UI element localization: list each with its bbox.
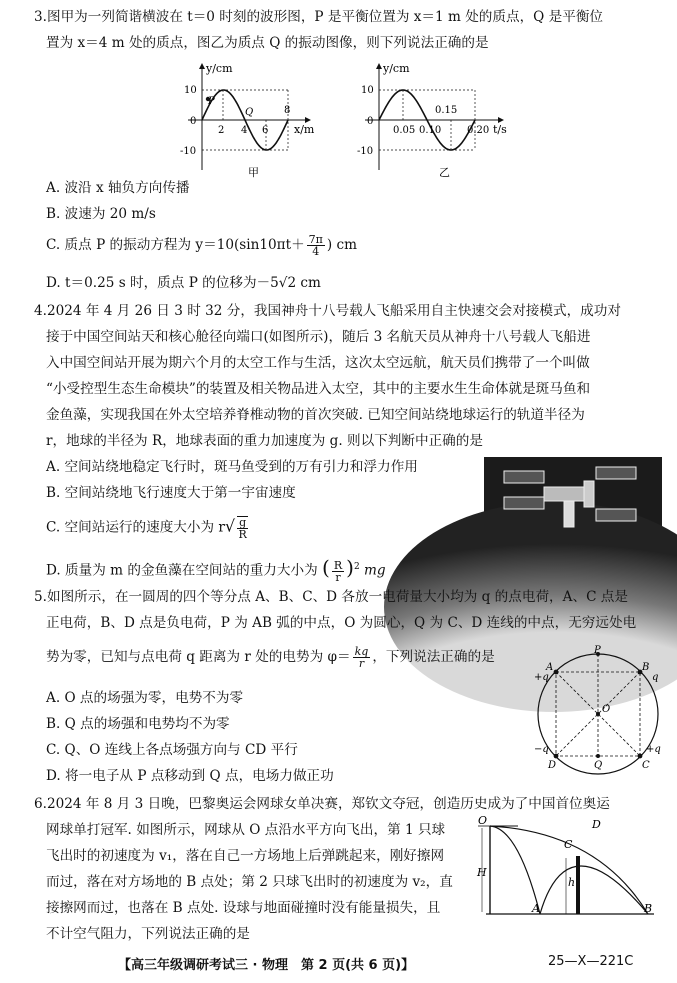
q5-label-B: B — [642, 662, 650, 673]
q6-label-O: O — [478, 814, 488, 827]
q5-line-1: 5.如图所示，在一圆周的四个等分点 A、B、C、D 各放一电荷量大小均为 q 的点电荷，A、C 点是 — [34, 589, 628, 605]
q3-graphA-caption: 甲 — [248, 166, 259, 179]
q3-graphA-xtick-2: 2 — [218, 125, 225, 136]
q4-line-1: 4.2024 年 4 月 26 日 3 时 32 分，我国神舟十八号载人飞船采用自主快速交会对接模式，成功对 — [34, 303, 621, 319]
q6-label-h: h — [568, 876, 576, 889]
q3-graphA-ytick-10: 10 — [184, 85, 197, 96]
q4-line-2: 接于中国空间站天和核心舱径向端口(如图所示)，随后 3 名航天员从神舟十八号载人飞船进 — [46, 329, 591, 345]
q4-line-4: “小受控型生态生命模块”的装置及相关物品进入太空，其中的主要水生生命体就是斑马鱼和 — [46, 381, 591, 397]
footer-title: 【高三年级调研考试三 · 物理 第 2 页(共 6 页)】 — [118, 958, 415, 973]
q6-label-H: H — [477, 866, 487, 879]
q3-option-C: C. 质点 P 的振动方程为 y＝10(sin10πt＋ $\frac{7\pi}{4}$ ) cm — [46, 233, 358, 258]
q3-graphB-xtick-010: 0.10 — [419, 125, 442, 136]
q3-option-A: A. 波沿 x 轴负方向传播 — [46, 180, 190, 196]
q3-graphA-ylabel: y/cm — [206, 62, 233, 75]
q3-graphB-ytick-10: 10 — [361, 85, 374, 96]
q5-charge-D: −q — [534, 744, 549, 755]
q4-line-6: r，地球的半径为 R，地球表面的重力加速度为 g. 则以下判断中正确的是 — [46, 433, 483, 449]
q3-stem-line-2: 置为 x＝4 m 处的质点，图乙为质点 Q 的振动图像，则下列说法正确的是 — [46, 35, 489, 51]
q3-graphB-xlabel: t/s — [493, 123, 507, 136]
q4-option-B: B. 空间站绕地飞行速度大于第一宇宙速度 — [46, 485, 296, 501]
q5-label-P: P — [594, 645, 601, 656]
footer-code: 25—X—221C — [548, 954, 634, 969]
q5-option-C: C. Q、O 连线上各点场强方向与 CD 平行 — [46, 742, 298, 758]
q3-graphB-ylabel: y/cm — [383, 62, 410, 75]
q6-line-5: 接擦网而过，也落在 B 点处. 设球与地面碰撞时没有能量损失，且 — [46, 900, 441, 916]
q3-graphB-xtick-005: 0.05 — [393, 125, 416, 136]
q3-label-P: P — [208, 96, 215, 107]
q5-label-A: A — [546, 662, 554, 673]
q5-charge-A: +q — [534, 672, 549, 683]
q6-line-2: 网球单打冠军. 如图所示，网球从 O 点沿水平方向飞出，第 1 只球 — [46, 822, 446, 838]
q3-graphB-xtick-015: 0.15 — [435, 105, 458, 116]
q4-line-5: 金鱼藻，实现我国在外太空培养脊椎动物的首次突破. 已知空间站绕地球运行的轨道半径为 — [46, 407, 585, 423]
q6-line-3: 飞出时的初速度为 v₁，落在自己一方场地上后弹跳起来，刚好擦网 — [46, 848, 445, 864]
q3-option-D: D. t＝0.25 s 时，质点 P 的位移为－5√2 cm — [46, 275, 321, 291]
q6-line-4: 而过，落在对方场地的 B 点处；第 2 只球飞出时的初速度为 v₂，直 — [46, 874, 453, 890]
q5-charge-C: +q — [646, 744, 661, 755]
q5-charge-B: q — [652, 672, 659, 683]
q5-label-D: D — [548, 760, 557, 771]
q5-line-2: 正电荷，B、D 点是负电荷，P 为 AB 弧的中点，O 为圆心，Q 为 C、D 连线的中点，无穷远处电 — [46, 615, 637, 631]
q4-line-3: 入中国空间站开展为期六个月的太空工作与生活，这次太空远航，航天员们携带了一个叫做 — [46, 355, 590, 371]
q6-line-6: 不计空气阻力，下列说法正确的是 — [46, 926, 250, 942]
q3-graphA-xtick-8: 8 — [284, 105, 291, 116]
q3-graphB-xtick-020: 0.20 — [467, 125, 490, 136]
q3-vibration-graph — [355, 58, 515, 178]
q3-graphA-xtick-6: 6 — [262, 125, 269, 136]
q5-option-D: D. 将一电子从 P 点移动到 Q 点，电场力做正功 — [46, 768, 334, 784]
q3-graphB-ytick-neg10: -10 — [357, 146, 374, 157]
q4-option-C: C. 空间站运行的速度大小为 r√ $\frac{g}{R}$ — [46, 516, 247, 541]
q6-label-A: A — [532, 902, 540, 915]
q5-option-B: B. Q 点的场强和电势均不为零 — [46, 716, 230, 732]
q3-graphA-xtick-4: 4 — [241, 125, 248, 136]
q5-option-A: A. O 点的场强为零，电势不为零 — [46, 690, 244, 706]
q6-label-C: C — [564, 838, 573, 851]
q3-wave-graph — [178, 58, 318, 178]
q6-label-D: D — [592, 818, 601, 831]
q5-label-O: O — [602, 704, 611, 715]
q3-graphA-ytick-neg10: -10 — [180, 146, 197, 157]
q4-option-D: D. 质量为 m 的金鱼藻在空间站的重力大小为 ( $\frac{R}{r}$ )$^2$ mg — [46, 555, 386, 584]
q5-label-C: C — [642, 760, 650, 771]
q3-graphA-xlabel: x/m — [294, 123, 315, 136]
q5-label-Q: Q — [594, 760, 603, 771]
q4-option-A: A. 空间站绕地稳定飞行时，斑马鱼受到的万有引力和浮力作用 — [46, 459, 418, 475]
q6-label-B: B — [644, 902, 653, 915]
space-station-photo — [484, 457, 662, 549]
q3-graphB-ytick-0: 0 — [367, 116, 374, 127]
q5-circle-figure — [528, 645, 668, 780]
q3-label-Q: Q — [245, 107, 254, 118]
q6-line-1: 6.2024 年 8 月 3 日晚，巴黎奥运会网球女单决赛，郑钦文夺冠，创造历史成为了中国首位奥运 — [34, 796, 610, 812]
q3-option-B: B. 波速为 20 m/s — [46, 206, 156, 222]
q3-graphA-ytick-0: 0 — [190, 116, 197, 127]
q5-line-3: 势为零，已知与点电荷 q 距离为 r 处的电势为 φ＝ $\frac{kq}{r}$ ，下列说法正确的是 — [46, 645, 495, 670]
q3-stem-line-1: 3.图甲为一列简谐横波在 t＝0 时刻的波形图，P 是平衡位置为 x＝1 m 处的质点，Q 是平衡位 — [34, 9, 604, 25]
q3-graphB-caption: 乙 — [439, 166, 450, 179]
q6-tennis-figure — [477, 814, 658, 918]
